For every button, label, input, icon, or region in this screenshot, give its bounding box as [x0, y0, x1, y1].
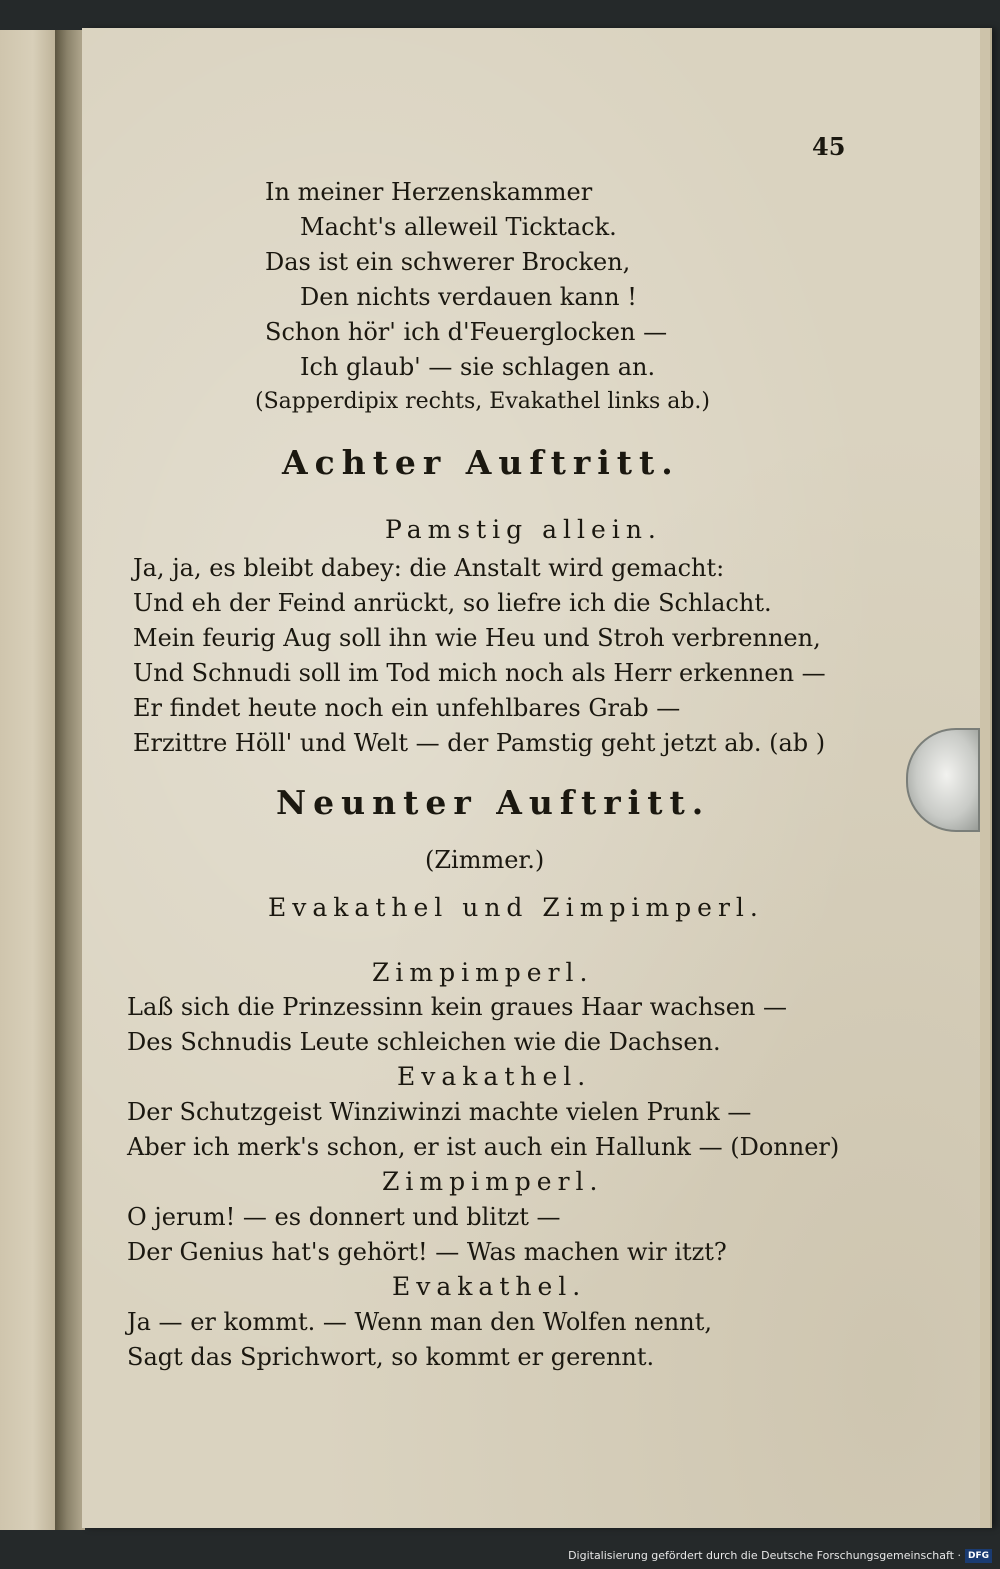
book-gutter [55, 30, 85, 1530]
dialogue-line: Mein feurig Aug soll ihn wie Heu und Stroh verbrennen, [133, 624, 821, 652]
scene-heading: Neunter Auftritt. [276, 783, 711, 822]
speaker-name: Zimpimperl. [382, 1167, 604, 1196]
dialogue-line: Der Genius hat's gehört! — Was machen wir itzt? [127, 1238, 727, 1266]
dialogue-line: Sagt das Sprichwort, so kommt er gerennt. [127, 1343, 655, 1371]
speaker-name: Evakathel. [397, 1062, 592, 1091]
verse-line: Schon hör' ich d'Feuerglocken — [265, 318, 668, 346]
digitization-credit [568, 1547, 992, 1565]
dialogue-line: Und Schnudi soll im Tod mich noch als Herr erkennen — [133, 659, 826, 687]
stage-direction: (Sapperdipix rechts, Evakathel links ab.) [255, 389, 710, 414]
dialogue-line: O jerum! — es donnert und blitzt — [127, 1203, 561, 1231]
page-number: 45 [812, 132, 846, 161]
dialogue-line: Des Schnudis Leute schleichen wie die Dachsen. [127, 1028, 721, 1056]
dialogue-line: Aber ich merk's schon, er ist auch ein Hallunk — (Donner) [127, 1133, 840, 1161]
scene-heading: Achter Auftritt. [282, 443, 680, 482]
dialogue-line: Ja — er kommt. — Wenn man den Wolfen nennt, [127, 1308, 712, 1336]
dialogue-line: Und eh der Feind anrückt, so liefre ich die Schlacht. [133, 589, 772, 617]
character-list: Evakathel und Zimpimperl. [268, 893, 764, 922]
dfg-logo: DFG [965, 1549, 992, 1563]
dialogue-line: Er findet heute noch ein unfehlbares Grab — [133, 694, 681, 722]
dialogue-line: Ja, ja, es bleibt dabey: die Anstalt wird gemacht: [133, 554, 725, 582]
verse-line: Ich glaub' — sie schlagen an. [300, 353, 656, 381]
dialogue-line: Der Schutzgeist Winziwinzi machte vielen Prunk — [127, 1098, 752, 1126]
credit-text: Digitalisierung gefördert durch die Deutsche Forschungsgemeinschaft · [568, 1549, 961, 1562]
verse-line: Den nichts verdauen kann ! [300, 283, 637, 311]
verse-line: In meiner Herzenskammer [265, 178, 593, 206]
dialogue-line: Laß sich die Prinzessinn kein graues Haar wachsen — [127, 993, 788, 1021]
speaker-name: Zimpimperl. [372, 958, 594, 987]
verse-line: Das ist ein schwerer Brocken, [265, 248, 631, 276]
speaker-name: Pamstig allein. [385, 515, 662, 544]
verse-line: Macht's alleweil Ticktack. [300, 213, 617, 241]
setting-note: (Zimmer.) [425, 846, 545, 874]
previous-page-edge [0, 30, 59, 1530]
dialogue-line: Erzittre Höll' und Welt — der Pamstig geht jetzt ab. (ab ) [133, 729, 826, 757]
speaker-name: Evakathel. [392, 1272, 587, 1301]
